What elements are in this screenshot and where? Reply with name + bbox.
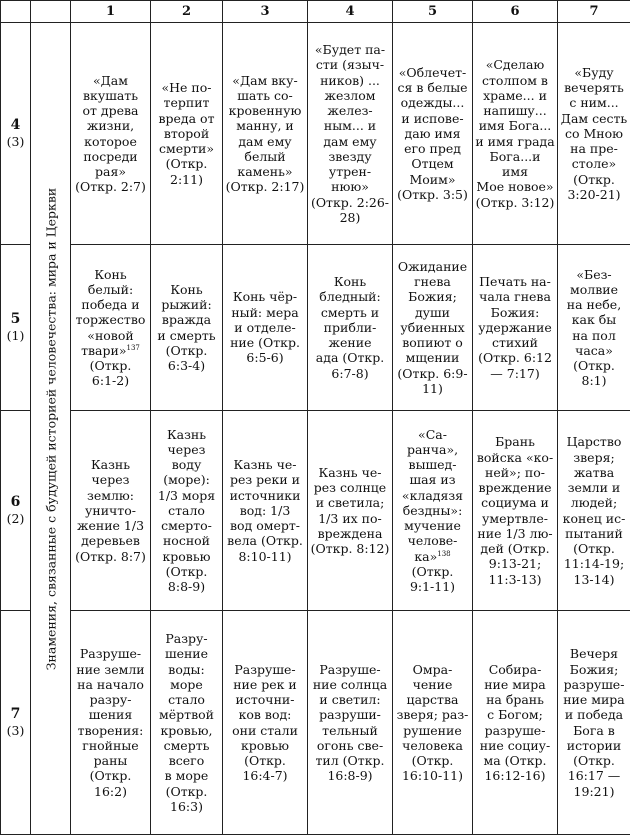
row-number: 5 — [3, 311, 28, 328]
table-row — [1, 245, 630, 411]
table-cell: Печать на- чала гнева Божия: удержание стихий (Откр. 6:12 — 7:17) — [473, 245, 558, 411]
row-sub: (3) — [7, 134, 25, 149]
row-number: 7 — [3, 706, 28, 723]
table-cell: Казнь че- рез солнце и светила; 1/3 их по- вреждена (Откр. 8:12) — [308, 411, 393, 611]
row-label — [1, 411, 31, 611]
table-cell: Разруше- ние рек и источни- ков вод: они стали кровью (Откр. 16:4-7) — [223, 611, 308, 835]
col-header-5: 5 — [393, 1, 473, 23]
table-cell: «Облечет- ся в белые одежды... и испове- даю имя его пред Отцем Моим» (Откр. 3:5) — [393, 23, 473, 245]
table-cell: Конь чёр- ный: мера и отделе- ние (Откр. 6:5-6) — [223, 245, 308, 411]
table-cell: Казнь через воду (море): 1/3 моря стало смерто- носной кровью (Откр. 8:8-9) — [151, 411, 223, 611]
table-cell: Разруше- ние земли на начало разру- шения творения: гнойные раны (Откр. 16:2) — [71, 611, 151, 835]
table-cell: «Дам вку- шать со- кровенную манну, и дам ему белый камень» (Откр. 2:17) — [223, 23, 308, 245]
col-header-4: 4 — [308, 1, 393, 23]
side-label-cell — [31, 23, 71, 835]
table-cell: Конь рыжий: вражда и смерть (Откр. 6:3-4) — [151, 245, 223, 411]
col-header-1: 1 — [71, 1, 151, 23]
corner-cell — [1, 1, 31, 23]
row-label — [1, 245, 31, 411]
row-number: 6 — [3, 494, 28, 511]
side-header-cell — [31, 1, 71, 23]
table-cell: Царство зверя; жатва земли и людей; конец ис- пытаний (Откр. 11:14-19; 13-14) — [558, 411, 630, 611]
table-cell: «Без- молвие на небе, как бы на пол часа» (Откр. 8:1) — [558, 245, 630, 411]
table-cell: Вечеря Божия; разруше- ние мира и победа Бога в истории (Откр. 16:17 — 19:21) — [558, 611, 630, 835]
table-cell: Брань войска «ко- ней»; по- вреждение социума и умертвле- ние 1/3 лю- дей (Откр. 9:13-21; 11:3-13) — [473, 411, 558, 611]
table-cell: Омра- чение царства зверя; раз- рушение человека (Откр. 16:10-11) — [393, 611, 473, 835]
row-sub: (3) — [7, 723, 25, 738]
col-header-3: 3 — [223, 1, 308, 23]
col-header-7: 7 — [558, 1, 630, 23]
col-header-6: 6 — [473, 1, 558, 23]
table-cell: Казнь через землю: уничто- жение 1/3 деревьев (Откр. 8:7) — [71, 411, 151, 611]
header-row — [1, 1, 630, 23]
footnote-mark: 137 — [127, 344, 140, 352]
footnote-mark: 138 — [437, 549, 450, 557]
row-number: 4 — [3, 117, 28, 134]
table-cell: Собира- ние мира на брань с Богом; разруше- ние социу- ма (Откр. 16:12-16) — [473, 611, 558, 835]
table-cell: Ожидание гнева Божия; души убиенных вопиют о мщении (Откр. 6:9- 11) — [393, 245, 473, 411]
row-label — [1, 23, 31, 245]
row-label — [1, 611, 31, 835]
table-cell: «Не по- терпит вреда от второй смерти» (Откр. 2:11) — [151, 23, 223, 245]
col-header-2: 2 — [151, 1, 223, 23]
side-label: Знамения, связанные с будущей историей человечества: мира и Церкви — [43, 187, 58, 669]
table-cell: Разру- шение воды: море стало мёртвой кровью, смерть всего в море (Откр. 16:3) — [151, 611, 223, 835]
row-sub: (2) — [7, 511, 25, 526]
table-cell: Конь белый: победа и торжество «новой твари»$^{137}$ (Откр. 6:1-2) — [71, 245, 151, 411]
table-row — [1, 411, 630, 611]
table-cell: «Дам вкушать от древа жизни, которое посреди рая» (Откр. 2:7) — [71, 23, 151, 245]
row-sub: (1) — [7, 328, 25, 343]
table-cell: «Будет па- сти (языч- ников) ... жезлом желез- ным... и дам ему звезду утрен- нюю» (Откр. 2:26- 28) — [308, 23, 393, 245]
table-row — [1, 611, 630, 835]
table-cell: «Буду вечерять с ним... Дам сесть со Мною на пре- столе» (Откр. 3:20-21) — [558, 23, 630, 245]
table-row — [1, 23, 630, 245]
table-cell: Разруше- ние солнца и светил: разруши- тельный огонь све- тил (Откр. 16:8-9) — [308, 611, 393, 835]
table-cell: Казнь че- рез реки и источники вод: 1/3 вод омерт- вела (Откр. 8:10-11) — [223, 411, 308, 611]
table-cell: «Са- ранча», вышед- шая из «кладязя бездны»: мучение челове- ка»$^{138}$ (Откр. 9:1-11) — [393, 411, 473, 611]
table-cell: «Сделаю столпом в храме... и напишу... имя Бога... и имя града Бога...и имя Мое новое» (Откр. 3:12) — [473, 23, 558, 245]
table-cell: Конь бледный: смерть и прибли- жение ада (Откр. 6:7-8) — [308, 245, 393, 411]
